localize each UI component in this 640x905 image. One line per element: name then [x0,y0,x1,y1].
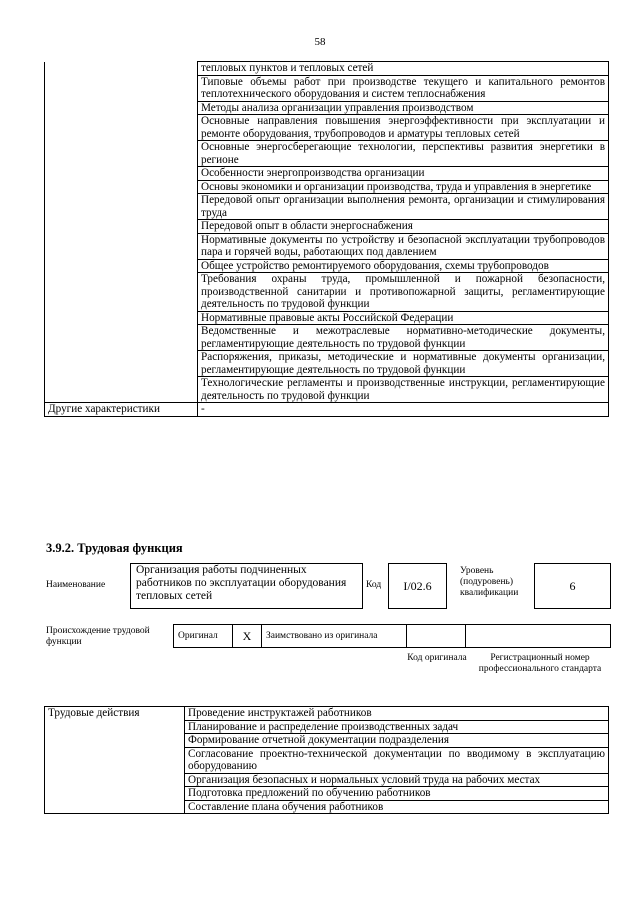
knowledge-label-cell [45,220,198,234]
knowledge-row: Требования охраны труда, промышленной и пожарной безопасности, производственной санитарии и противопожарной защиты, регламентирующие деятельность по трудовой функции [198,273,609,312]
code-box: I/02.6 [388,563,447,609]
other-characteristics-label: Другие характеристики [45,403,198,417]
knowledge-label-cell [45,259,198,273]
knowledge-row: Нормативные правовые акты Российской Федерации [198,311,609,325]
origin-borrowed: Заимствовано из оригинала [262,624,407,648]
name-label: Наименование [46,580,106,590]
knowledge-label-cell [45,101,198,115]
action-row: Проведение инструктажей работников [185,707,609,721]
knowledge-label-cell [45,351,198,377]
knowledge-row: Передовой опыт в области энергоснабжения [198,220,609,234]
origin-original: Оригинал [173,624,233,648]
actions-table [44,706,609,814]
knowledge-label-cell [45,115,198,141]
knowledge-label-cell [45,141,198,167]
knowledge-label-cell [45,75,198,101]
action-row: Согласование проектно-технической документации по вводимому в эксплуатацию оборудованию [185,747,609,773]
origin-row [173,624,611,648]
section-title: 3.9.2. Трудовая функция [46,541,183,555]
knowledge-row: тепловых пунктов и тепловых сетей [198,62,609,76]
level-box: 6 [534,563,611,609]
knowledge-label-cell [45,167,198,181]
origin-mark: X [233,624,262,648]
knowledge-row: Методы анализа организации управления производством [198,101,609,115]
knowledge-row: Ведомственные и межотраслевые нормативно-методические документы, регламентирующие деятельность по трудовой функции [198,325,609,351]
knowledge-label-cell [45,62,198,76]
knowledge-row: Основы экономики и организации производства, труда и управления в энергетике [198,180,609,194]
page-number: 58 [314,36,326,48]
knowledge-row: Особенности энергопроизводства организации [198,167,609,181]
action-row: Составление плана обучения работников [185,800,609,814]
origin-reg-caption: Регистрационный номер профессионального стандарта [478,653,602,674]
origin-code-caption: Код оригинала [407,653,467,663]
function-name-box: Организация работы подчиненных работников по эксплуатации оборудования тепловых сетей [130,563,363,609]
actions-label: Трудовые действия [45,707,185,814]
knowledge-label-cell [45,325,198,351]
knowledge-row: Распоряжения, приказы, методические и нормативные документы организации, регламентирующие деятельность по трудовой функции [198,351,609,377]
origin-code-cell [407,624,466,648]
knowledge-label-cell [45,311,198,325]
knowledge-label-cell [45,233,198,259]
origin-label: Происхождение трудовой функции [46,626,150,647]
level-label: Уровень (подуровень) квалификации [460,566,519,598]
origin-reg-cell [466,624,611,648]
knowledge-label-cell [45,377,198,403]
knowledge-label-cell [45,273,198,312]
action-row: Организация безопасных и нормальных условий труда на рабочих местах [185,773,609,787]
knowledge-table [44,61,609,417]
knowledge-row: Нормативные документы по устройству и безопасной эксплуатации трубопроводов пара и горячей воды, работающих под давлением [198,233,609,259]
action-row: Планирование и распределение производственных задач [185,720,609,734]
action-row: Формирование отчетной документации подразделения [185,734,609,748]
knowledge-row: Технологические регламенты и производственные инструкции, регламентирующие деятельность по трудовой функции [198,377,609,403]
knowledge-row: Общее устройство ремонтируемого оборудования, схемы трубопроводов [198,259,609,273]
knowledge-row: Передовой опыт организации выполнения ремонта, организации и стимулирования труда [198,194,609,220]
knowledge-label-cell [45,194,198,220]
knowledge-label-cell [45,180,198,194]
other-characteristics-value: - [198,403,609,417]
knowledge-row: Типовые объемы работ при производстве текущего и капитального ремонтов теплотехнического оборудования и систем теплоснабжения [198,75,609,101]
knowledge-row: Основные энергосберегающие технологии, перспективы развития энергетики в регионе [198,141,609,167]
code-label: Код [366,580,382,590]
knowledge-row: Основные направления повышения энергоэффективности при эксплуатации и ремонте оборудования, трубопроводов и арматуры тепловых сетей [198,115,609,141]
action-row: Подготовка предложений по обучению работников [185,787,609,801]
